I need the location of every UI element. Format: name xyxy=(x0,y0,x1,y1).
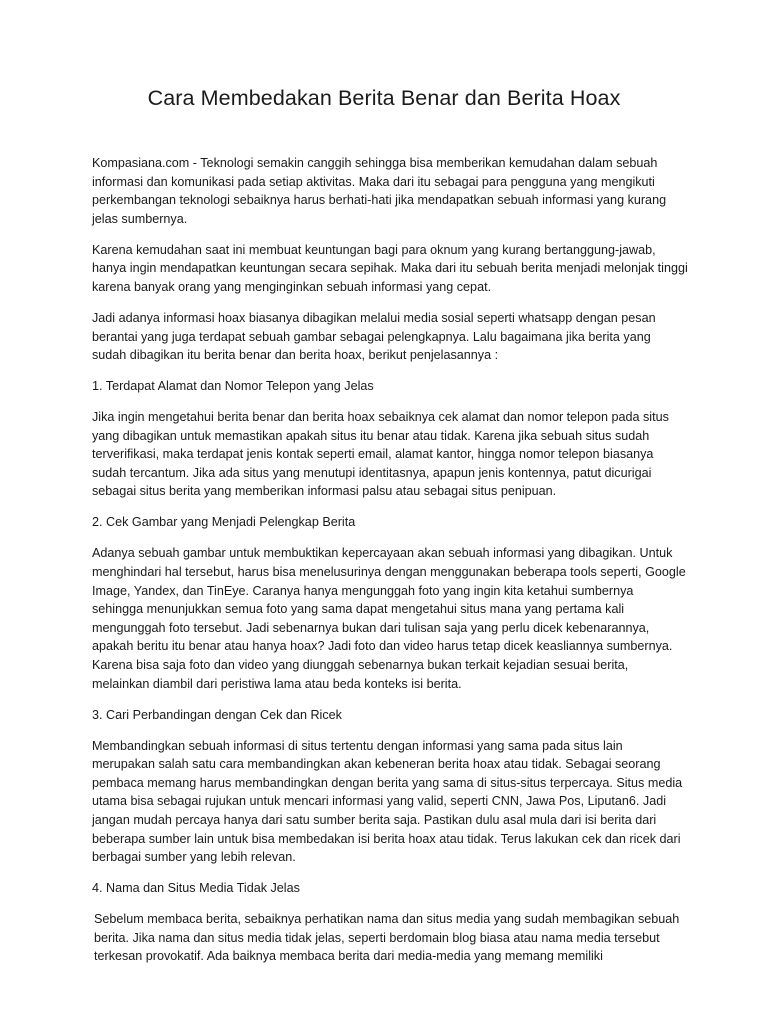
paragraph-section-2: Adanya sebuah gambar untuk membuktikan kepercayaan akan sebuah informasi yang dibagikan. Untuk menghindari hal tersebut, harus bisa menelusurinya dengan menggunakan beberapa tools seperti, Google Image, Yandex, dan TinEye. Caranya hanya mengunggah foto yang ingin kita ketahui sumbernya sehingga menunjukkan semua foto yang sama dapat mengetahui situs mana yang pertama kali mengunggah foto tersebut. Jadi sebenarnya bukan dari tulisan saja yang perlu dicek kebenarannya, apakah beritu itu benar atau hanya hoax? Jadi foto dan video harus tetap dicek keasliannya sumbernya. Karena bisa saja foto dan video yang diunggah sebenarnya bukan terkait kejadian sesuai berita, melainkan diambil dari peristiwa lama atau beda konteks isi berita. xyxy=(92,546,686,691)
document-title: Cara Membedakan Berita Benar dan Berita Hoax xyxy=(147,86,621,110)
paragraph-section-1: Jika ingin mengetahui berita benar dan berita hoax sebaiknya cek alamat dan nomor telepon pada situs yang dibagikan untuk memastikan apakah situs itu benar atau tidak. Karena jika sebuah situs sudah terverifikasi, maka terdapat jenis kontak seperti email, alamat kantor, hingga nomor telepon biasanya sudah tercantum. Jika ada situs yang menutupi identitasnya, apapun jenis kontennya, patut dicurigai sebagai situs berita yang memberikan informasi palsu atau sebagai situs penipuan. xyxy=(92,410,669,499)
section-heading-1: 1. Terdapat Alamat dan Nomor Telepon yang Jelas xyxy=(92,379,374,394)
paragraph-section-3: Membandingkan sebuah informasi di situs tertentu dengan informasi yang sama pada situs lain merupakan salah satu cara membandingkan akan kebeneran berita hoax atau tidak. Sebagai seorang pembaca memang harus membandingkan dengan berita yang sama di situs-situs terpercaya. Situs media utama bisa sebagai rujukan untuk mencari informasi yang valid, seperti CNN, Jawa Pos, Liputan6. Jadi jangan mudah percaya hanya dari satu sumber berita saja. Pastikan dulu asal mula dari isi berita dari beberapa sumber lain untuk bisa membedakan isi berita hoax atau tidak. Terus lakukan cek dan ricek dari berbagai sumber yang lebih relevan. xyxy=(92,738,683,865)
paragraph-hoax-spread: Jadi adanya informasi hoax biasanya dibagikan melalui media sosial seperti whatsapp dengan pesan berantai yang juga terdapat sebuah gambar sebagai pelengkapnya. Lalu bagaimana jika berita yang sudah dibagikan itu berita benar dan berita hoax, berikut penjelasannya : xyxy=(92,310,656,363)
section-heading-2: 2. Cek Gambar yang Menjadi Pelengkap Berita xyxy=(92,515,356,530)
paragraph-section-4: Sebelum membaca berita, sebaiknya perhatikan nama dan situs media yang sudah membagikan sebuah berita. Jika nama dan situs media tidak jelas, seperti berdomain blog biasa atau nama media tersebut terkesan provokatif. Ada baiknya membaca berita dari media-media yang memang memiliki xyxy=(94,912,680,964)
document-body xyxy=(92,154,688,978)
paragraph-intro: Kompasiana.com - Teknologi semakin canggih sehingga bisa memberikan kemudahan dalam sebuah informasi dan komunikasi pada setiap aktivitas. Maka dari itu sebagai para pengguna yang mengikuti perkembangan teknologi sebaiknya harus berhati-hati jika mendapatkan sebuah informasi yang kurang jelas sumbernya. xyxy=(92,156,667,226)
paragraph-convenience: Karena kemudahan saat ini membuat keuntungan bagi para oknum yang kurang bertanggung-jawab, hanya ingin mendapatkan keuntungan secara sepihak. Maka dari itu sebuah berita menjadi melonjak tinggi karena banyak orang yang menginginkan sebuah informasi yang cepat. xyxy=(92,242,688,294)
section-heading-4: 4. Nama dan Situs Media Tidak Jelas xyxy=(92,881,300,896)
section-heading-3: 3. Cari Perbandingan dengan Cek dan Ricek xyxy=(92,707,342,722)
